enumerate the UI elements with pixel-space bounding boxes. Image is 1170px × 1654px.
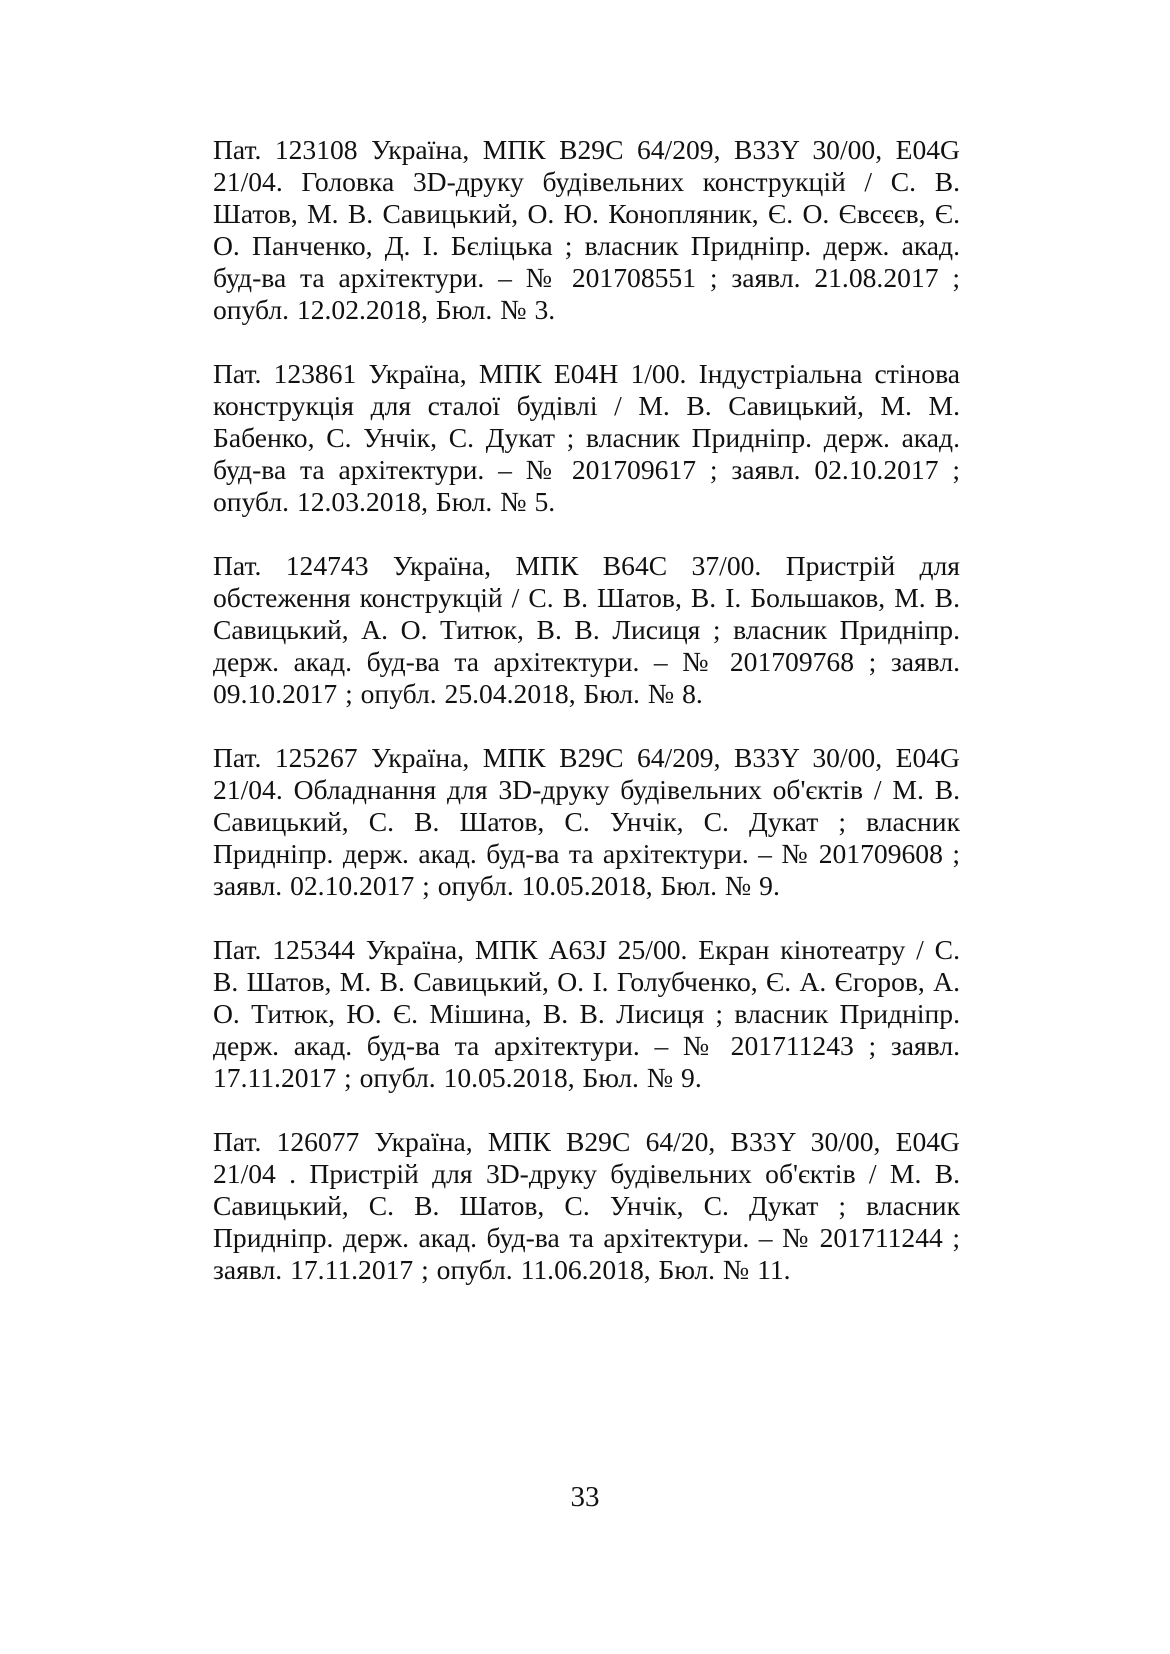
patent-entry-124743: Пат. 124743 Україна, МПК B64C 37/00. Пристрій для обстеження конструкцій / С. В. Шатов, В. І. Большаков, М. В. Савицький, А. О. Титюк, В. В. Лисиця ; власник Придніпр. держ. акад. буд-ва та архітектури. – № 201709768 ; заявл. 09.10.2017 ; опубл. 25.04.2018, Бюл. № 8. — [213, 550, 960, 709]
patent-entry-123108: Пат. 123108 Україна, МПК B29C 64/209, B33Y 30/00, E04G 21/04. Головка 3D-друку будівельних конструкцій / С. В. Шатов, М. В. Савицький, О. Ю. Конопляник, Є. О. Євсєєв, Є. О. Панченко, Д. І. Бєліцька ; власник Придніпр. держ. акад. буд-ва та архітектури. – № 201708551 ; заявл. 21.08.2017 ; опубл. 12.02.2018, Бюл. № 3. — [213, 134, 960, 325]
patent-entry-126077: Пат. 126077 Україна, МПК B29C 64/20, B33Y 30/00, E04G 21/04 . Пристрій для 3D-друку будівельних об'єктів / М. В. Савицький, С. В. Шатов, С. Унчік, С. Дукат ; власник Придніпр. держ. акад. буд-ва та архітектури. – № 201711244 ; заявл. 17.11.2017 ; опубл. 11.06.2018, Бюл. № 11. — [213, 1126, 960, 1285]
document-body — [213, 134, 960, 1318]
patent-entry-123861: Пат. 123861 Україна, МПК E04H 1/00. Індустріальна стінова конструкція для сталої будівлі / М. В. Савицький, М. М. Бабенко, С. Унчік, С. Дукат ; власник Придніпр. держ. акад. буд-ва та архітектури. – № 201709617 ; заявл. 02.10.2017 ; опубл. 12.03.2018, Бюл. № 5. — [213, 358, 960, 517]
patent-entry-125267: Пат. 125267 Україна, МПК B29C 64/209, B33Y 30/00, E04G 21/04. Обладнання для 3D-друку будівельних об'єктів / М. В. Савицький, С. В. Шатов, С. Унчік, С. Дукат ; власник Придніпр. держ. акад. буд-ва та архітектури. – № 201709608 ; заявл. 02.10.2017 ; опубл. 10.05.2018, Бюл. № 9. — [213, 742, 960, 901]
page-number: 33 — [570, 1481, 600, 1513]
patent-entry-125344: Пат. 125344 Україна, МПК A63J 25/00. Екран кінотеатру / С. В. Шатов, М. В. Савицький, О. І. Голубченко, Є. А. Єгоров, А. О. Титюк, Ю. Є. Мішина, В. В. Лисиця ; власник Придніпр. держ. акад. буд-ва та архітектури. – № 201711243 ; заявл. 17.11.2017 ; опубл. 10.05.2018, Бюл. № 9. — [213, 934, 960, 1093]
